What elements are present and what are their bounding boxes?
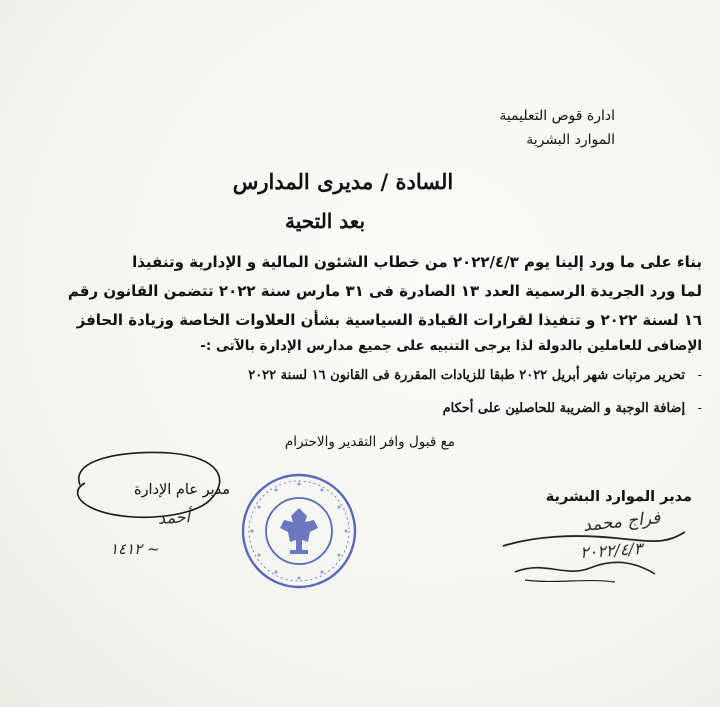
org-department: الموارد البشرية [526,132,615,148]
hr-date-handwritten: ٢٠٢٢/٤/٣ [579,538,643,563]
gm-number-handwritten: ١٤١٢ ~ [110,540,160,558]
body-line-2: لما ورد الجريدة الرسمية العدد ١٣ الصادرة فى ٣١ مارس سنة ٢٠٢٢ تتضمن القانون رقم [67,282,702,300]
bullet-item-1 [248,368,702,383]
hr-manager-handwritten-name: فراج محمد [581,508,661,536]
greeting: بعد التحية [284,209,366,233]
bullet-item-2 [443,401,702,416]
body-line-3: ١٦ لسنة ٢٠٢٢ و تنفيذا لقرارات القيادة السياسية بشأن العلاوات الخاصة وزيادة الحافز [76,311,702,329]
hr-signature-scribble-icon [495,520,695,590]
general-manager-title: مدير عام الإدارة [133,482,230,498]
gm-handwritten-name: أحمد [157,507,191,528]
bullet-text: إضافة الوجبة و الضريبة للحاصلين على أحكام [442,401,686,416]
addressee-title: السادة / مديرى المدارس [232,169,454,194]
bullet-text: تحرير مرتبات شهر أبريل ٢٠٢٢ طبقا للزيادات المقررة فى القانون ١٦ لسنة ٢٠٢٢ [248,368,686,383]
body-line-1: بناء على ما ورد إلينا يوم ٢٠٢٢/٤/٣ من خطاب الشئون المالية و الإدارية وتنفيذا [132,253,702,271]
hr-manager-title: مدير الموارد البشرية [545,489,692,505]
body-line-4: الإضافى للعاملين بالدولة لذا يرجى التنبيه على جميع مدارس الإدارة بالآتى :- [200,338,702,354]
bullet-dash: - [697,401,702,416]
bullet-dash: - [697,368,702,383]
closing-line: مع قبول وافر التقدير والاحترام [284,434,455,450]
official-stamp-icon [238,470,363,595]
org-name: ادارة قوص التعليمية [499,108,615,124]
